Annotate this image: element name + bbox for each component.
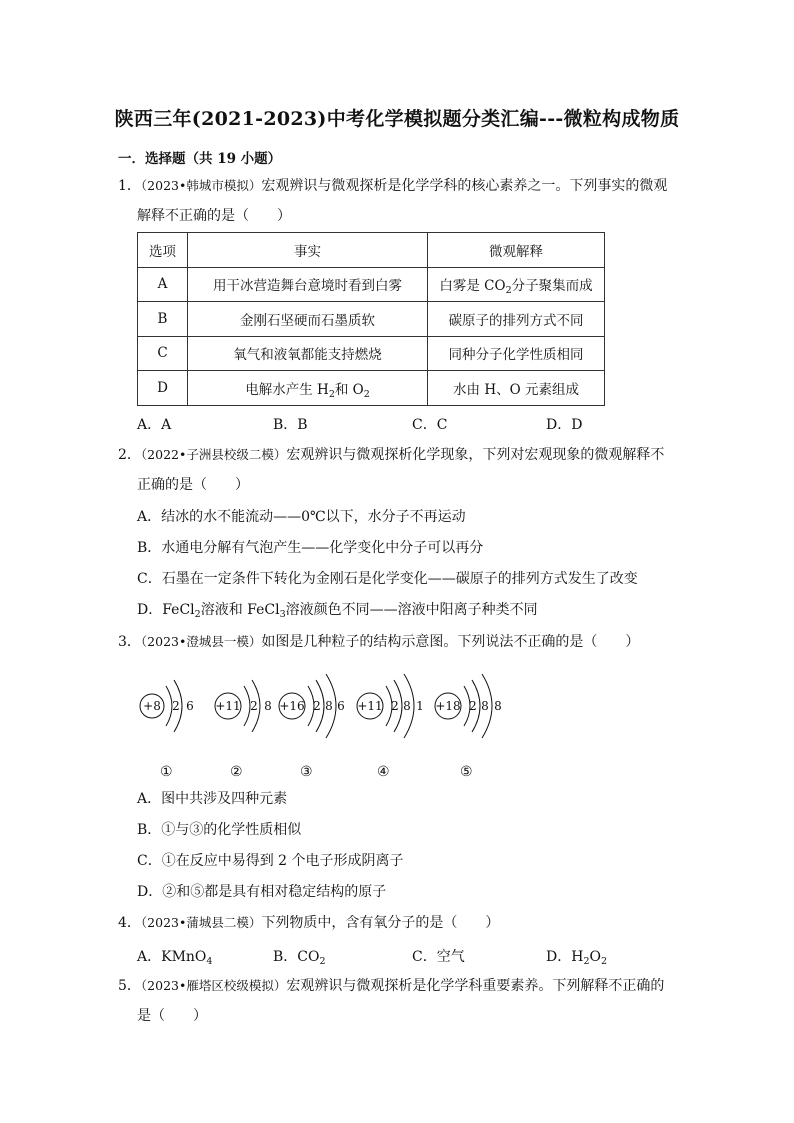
option-a: A．KMnO$_4$ bbox=[137, 949, 213, 967]
question-2-line-1: 2．（2022•子洲县校级二模）宏观辨识与微观探析化学现象，下列对宏观现象的微观解释不 bbox=[118, 447, 665, 463]
page-title: 陕西三年(2021-2023)中考化学模拟题分类汇编---微粒构成物质 bbox=[114, 108, 680, 130]
option-b: B．水通电分解有气泡产生——化学变化中分子可以再分 bbox=[137, 540, 484, 556]
table-row: A 用干冰营造舞台意境时看到白雾 白雾是 $CO_2$分子聚集而成 bbox=[138, 267, 605, 302]
table-row: D 电解水产生 $H_2$和 $O_2$ 水由 H、O 元素组成 bbox=[138, 371, 605, 406]
question-4-line-1: 4．（2023•蒲城县二模）下列物质中，含有氧分子的是（ ） bbox=[118, 915, 500, 931]
question-1-line-1: 1．（2023•韩城市模拟）宏观辨识与微观探析是化学学科的核心素养之一。下列事实的微观 bbox=[118, 178, 668, 194]
question-3-line-1: 3．（2023•澄城县一模）如图是几种粒子的结构示意图。下列说法不正确的是（ ） bbox=[118, 634, 640, 650]
shell-electrons: 2 bbox=[313, 699, 321, 713]
shell-electrons: 8 bbox=[481, 699, 489, 713]
particle-2 bbox=[215, 680, 272, 732]
option-d: D．FeCl$_2$溶液和 FeCl$_3$溶液颜色不同——溶液中阳离子种类不同 bbox=[137, 602, 538, 620]
option-a: A．结冰的水不能流动——0℃以下，水分子不再运动 bbox=[137, 509, 466, 525]
question-5-line-1: 5．（2023•雁塔区校级模拟）宏观辨识与微观探析是化学学科重要素养。下列解释不正确的 bbox=[118, 978, 665, 994]
option-a: A．A bbox=[137, 417, 172, 433]
question-2-line-2: 正确的是（ ） bbox=[137, 477, 249, 493]
table-row: B 金刚石坚硬而石墨质软 碳原子的排列方式不同 bbox=[138, 302, 605, 337]
nucleus-charge: +18 bbox=[435, 699, 461, 713]
table-row: C 氧气和液氧都能支持燃烧 同种分子化学性质相同 bbox=[138, 336, 605, 371]
question-1-line-2: 解释不正确的是（ ） bbox=[137, 208, 291, 224]
particle-label-5: ⑤ bbox=[460, 764, 473, 780]
shell-electrons: 8 bbox=[264, 699, 272, 713]
shell-electrons: 1 bbox=[416, 699, 424, 713]
shell-electrons: 2 bbox=[391, 699, 399, 713]
section-heading: 一．选择题（共 19 小题） bbox=[118, 151, 282, 167]
particle-5 bbox=[435, 674, 502, 738]
particle-label-1: ① bbox=[160, 764, 173, 780]
particle-label-4: ④ bbox=[377, 764, 390, 780]
option-c: C．C bbox=[412, 417, 448, 433]
facts-table bbox=[137, 232, 605, 406]
option-c: C．①在反应中易得到 2 个电子形成阴离子 bbox=[137, 853, 404, 869]
nucleus-charge: +16 bbox=[279, 699, 305, 713]
option-b: B．$CO_2$ bbox=[273, 949, 326, 967]
option-b: B．①与③的化学性质相似 bbox=[137, 822, 302, 838]
option-c: C．石墨在一定条件下转化为金刚石是化学变化——碳原子的排列方式发生了改变 bbox=[137, 571, 638, 587]
table-header-row: 选项 事实 微观解释 bbox=[138, 233, 605, 268]
shell-electrons: 8 bbox=[403, 699, 411, 713]
particle-structure-diagram bbox=[130, 672, 530, 752]
nucleus-charge: +11 bbox=[215, 699, 241, 713]
particle-1 bbox=[140, 680, 194, 732]
option-d: D．$H_2O_2$ bbox=[546, 949, 608, 967]
option-c: C．空气 bbox=[412, 949, 465, 965]
particle-4 bbox=[357, 674, 424, 738]
shell-electrons: 8 bbox=[325, 699, 333, 713]
question-5-line-2: 是（ ） bbox=[137, 1008, 207, 1024]
shell-electrons: 2 bbox=[250, 699, 258, 713]
option-b: B．B bbox=[273, 417, 308, 433]
shell-electrons: 6 bbox=[337, 699, 345, 713]
nucleus-charge: +8 bbox=[143, 699, 161, 713]
option-a: A．图中共涉及四种元素 bbox=[137, 791, 288, 807]
particle-label-2: ② bbox=[230, 764, 243, 780]
shell-electrons: 2 bbox=[172, 699, 180, 713]
shell-electrons: 2 bbox=[469, 699, 477, 713]
nucleus-charge: +11 bbox=[357, 699, 383, 713]
option-d: D．②和⑤都是具有相对稳定结构的原子 bbox=[137, 884, 387, 900]
particle-3 bbox=[279, 674, 345, 738]
option-d: D．D bbox=[546, 417, 583, 433]
shell-electrons: 8 bbox=[494, 699, 502, 713]
shell-electrons: 6 bbox=[186, 699, 194, 713]
particle-label-3: ③ bbox=[300, 764, 313, 780]
